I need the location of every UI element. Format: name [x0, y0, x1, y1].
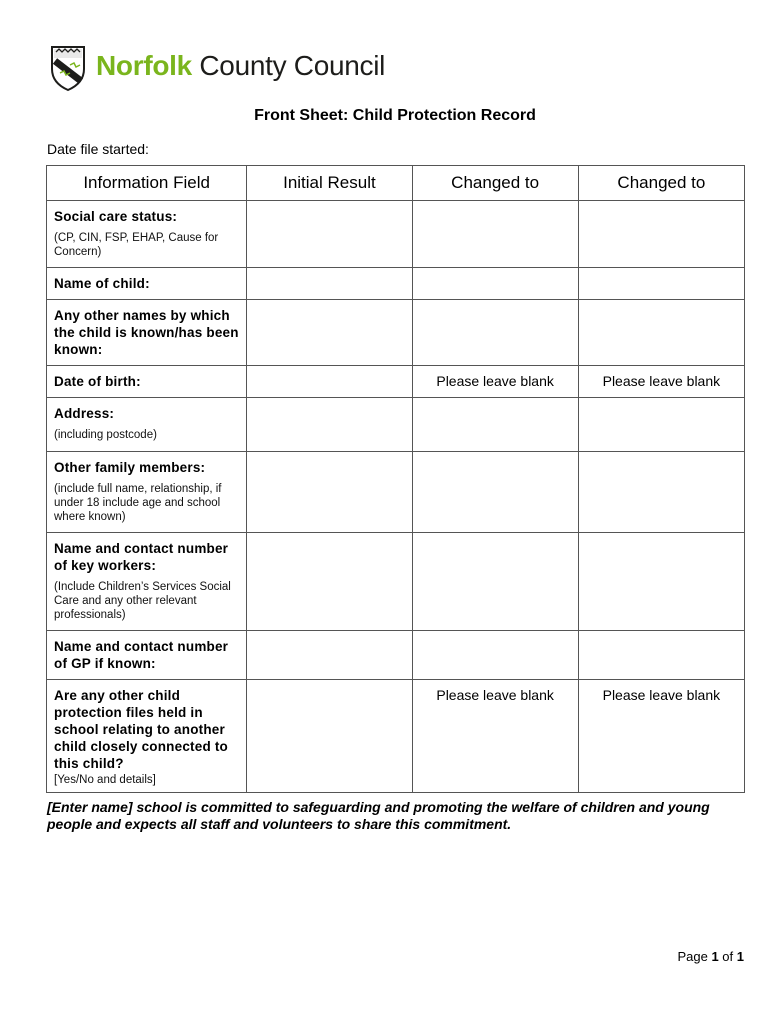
initial-result-cell[interactable] [247, 680, 412, 793]
changed-to-cell[interactable] [412, 533, 578, 631]
field-label: Are any other child protection files held in school relating to another child closely connected to this child? [54, 688, 228, 771]
changed-to-cell[interactable] [578, 631, 744, 680]
changed-to-cell[interactable] [412, 452, 578, 533]
header-changed-to: Changed to [578, 166, 744, 201]
changed-to-cell[interactable] [412, 201, 578, 268]
changed-to-cell: Please leave blank [412, 680, 578, 793]
field-cell [47, 631, 247, 680]
changed-to-cell: Please leave blank [578, 366, 744, 398]
field-label: Social care status: [54, 209, 178, 224]
field-cell [47, 533, 247, 631]
table-row [47, 452, 745, 533]
field-hint: [Yes/No and details] [54, 774, 156, 786]
field-label: Address: [54, 406, 115, 421]
initial-result-cell[interactable] [247, 631, 412, 680]
changed-to-cell[interactable] [578, 398, 744, 452]
table-row [47, 366, 745, 398]
field-label: Name and contact number of GP if known: [54, 639, 229, 671]
initial-result-cell[interactable] [247, 533, 412, 631]
table-row [47, 300, 745, 366]
child-protection-record-table [46, 165, 745, 793]
changed-to-cell: Please leave blank [578, 680, 744, 793]
table-row [47, 201, 745, 268]
page-label: Page [677, 949, 708, 964]
field-cell [47, 680, 247, 793]
date-file-started-label: Date file started: [47, 141, 149, 157]
changed-to-cell[interactable] [412, 398, 578, 452]
field-label: Date of birth: [54, 374, 141, 389]
field-cell [47, 398, 247, 452]
changed-to-cell[interactable] [578, 533, 744, 631]
table-header-row [47, 166, 745, 201]
council-name-part2: County Council [199, 50, 386, 81]
header-initial-result: Initial Result [247, 166, 412, 201]
field-label: Other family members: [54, 460, 206, 475]
table-row [47, 398, 745, 452]
field-cell [47, 366, 247, 398]
field-label: Any other names by which the child is known/has been known: [54, 308, 239, 357]
field-cell [47, 452, 247, 533]
page-total: 1 [736, 949, 744, 964]
field-cell [47, 300, 247, 366]
changed-to-cell[interactable] [412, 268, 578, 300]
initial-result-cell[interactable] [247, 452, 412, 533]
field-cell [47, 268, 247, 300]
council-logo [48, 42, 385, 94]
table-row [47, 268, 745, 300]
field-hint: (CP, CIN, FSP, EHAP, Cause for Concern) [54, 232, 219, 258]
page-current: 1 [711, 949, 719, 964]
field-label: Name of child: [54, 276, 150, 291]
page-number [677, 949, 744, 964]
council-name-part1: Norfolk [96, 50, 192, 81]
changed-to-cell[interactable] [412, 631, 578, 680]
table-row [47, 680, 745, 793]
field-hint: (Include Children’s Services Social Care and any other relevant professionals) [54, 581, 231, 621]
table-row [47, 533, 745, 631]
header-changed-to: Changed to [412, 166, 578, 201]
initial-result-cell[interactable] [247, 398, 412, 452]
norfolk-crest-icon [48, 43, 88, 93]
changed-to-cell[interactable] [578, 452, 744, 533]
field-label: Name and contact number of key workers: [54, 541, 229, 573]
changed-to-cell[interactable] [578, 201, 744, 268]
changed-to-cell[interactable] [412, 300, 578, 366]
page-of: of [722, 949, 734, 964]
changed-to-cell[interactable] [578, 300, 744, 366]
initial-result-cell[interactable] [247, 300, 412, 366]
initial-result-cell[interactable] [247, 201, 412, 268]
council-name [96, 52, 385, 80]
safeguarding-statement: [Enter name] school is committed to safeguarding and promoting the welfare of children and young people and expects all staff and volunteers to share this commitment. [47, 799, 710, 832]
page-title: Front Sheet: Child Protection Record [254, 107, 536, 124]
field-hint: (include full name, relationship, if under 18 include age and school where known) [54, 483, 222, 523]
initial-result-cell[interactable] [247, 268, 412, 300]
field-hint: (including postcode) [54, 429, 157, 441]
table-row [47, 631, 745, 680]
header-information-field: Information Field [47, 166, 247, 201]
changed-to-cell[interactable] [578, 268, 744, 300]
initial-result-cell[interactable] [247, 366, 412, 398]
field-cell [47, 201, 247, 268]
changed-to-cell: Please leave blank [412, 366, 578, 398]
